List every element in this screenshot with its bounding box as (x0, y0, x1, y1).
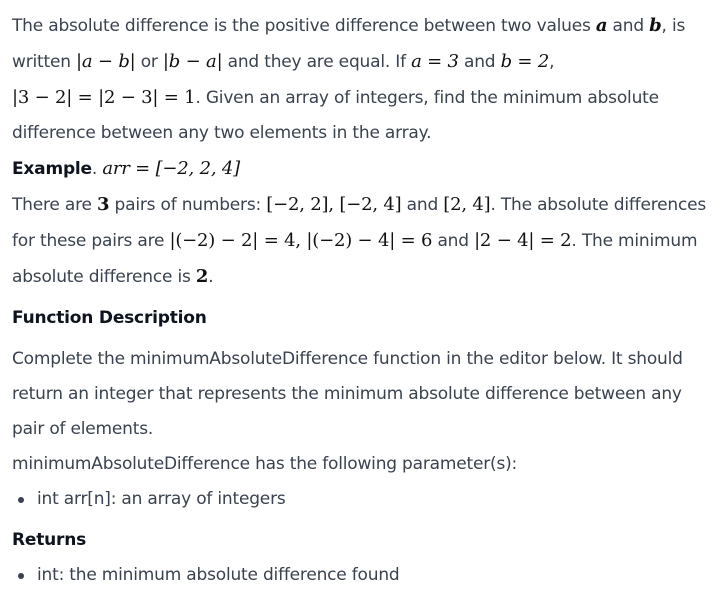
explanation-text: . The absolute differences for these pairs are (12, 195, 707, 251)
bullet-icon (18, 573, 24, 579)
math-expression: 3 (97, 194, 110, 215)
intro-text: , (549, 52, 555, 72)
explanation-text: pairs of numbers: (109, 195, 267, 215)
intro-text: and they are equal. If (222, 52, 412, 72)
example-line (12, 151, 718, 187)
intro-text: , is written (12, 16, 686, 72)
explanation-text: and (401, 195, 444, 215)
math-expression: [2, 4] (443, 194, 491, 215)
explanation-text: . (208, 267, 214, 287)
function-description-heading: Function Description (12, 308, 207, 328)
problem-statement (12, 8, 718, 593)
intro-text: The absolute difference is the positive difference between two values (12, 16, 596, 36)
list-item (12, 482, 718, 517)
returns-text: int: the minimum absolute difference found (37, 565, 400, 585)
math-expression: 2 (195, 266, 209, 287)
math-var-b: b (649, 15, 662, 36)
math-expression: [−2, 2], [−2, 4] (266, 194, 402, 215)
math-expression: |b − a| (162, 51, 223, 72)
function-description-text: Complete the minimumAbsoluteDifference function in the editor below. It should return an integer that represents the minimum absolute difference between any pair of elements. (12, 349, 683, 439)
parameters-list (12, 482, 718, 517)
example-array-expression: arr = [−2, 2, 4] (102, 158, 240, 179)
returns-list (12, 558, 718, 593)
example-label: Example (12, 159, 92, 179)
intro-text: or (135, 52, 163, 72)
parameter-text: int arr[n]: an array of integers (37, 489, 286, 509)
explanation-text: and (432, 231, 475, 251)
math-var-a: a (595, 15, 608, 36)
parameters-intro: minimumAbsoluteDifference has the following parameter(s): (12, 454, 518, 474)
example-separator: . (91, 159, 103, 179)
explanation-text: . The minimum absolute difference is (12, 231, 698, 287)
math-expression: |(−2) − 2| = 4, |(−2) − 4| = 6 (169, 230, 433, 251)
intro-text: . Given an array of integers, find the minimum absolute difference between any two elements in the array. (12, 88, 659, 143)
list-item (12, 558, 718, 593)
math-expression: |2 − 4| = 2 (474, 230, 572, 251)
bullet-icon (18, 497, 24, 503)
intro-text: and (458, 52, 501, 72)
intro-text: and (607, 16, 650, 36)
explanation-paragraph (12, 187, 718, 295)
math-expression: a = 3 (411, 51, 459, 72)
returns-heading: Returns (12, 530, 87, 550)
math-expression: |3 − 2| = |2 − 3| = 1 (12, 87, 196, 108)
explanation-text: There are (12, 195, 97, 215)
intro-paragraph (12, 8, 718, 151)
math-expression: |a − b| (76, 51, 136, 72)
math-expression: b = 2 (500, 51, 550, 72)
